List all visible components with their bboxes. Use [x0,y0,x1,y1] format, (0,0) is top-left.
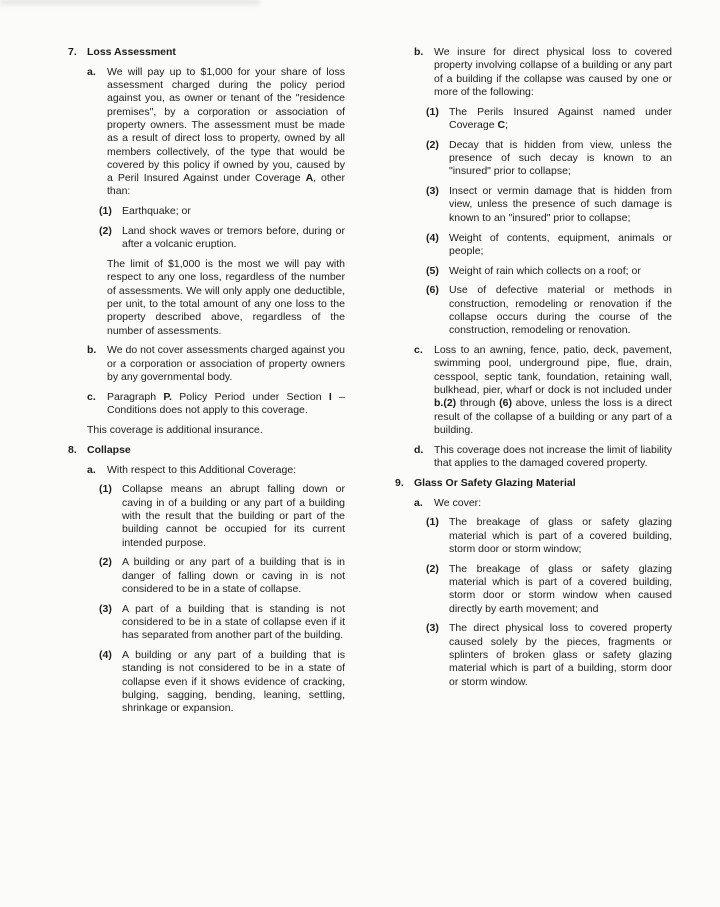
item-text: The Perils Insured Against named under Coverage C; [449,105,672,131]
item-text: Collapse [87,443,131,456]
item-text: Glass Or Safety Glazing Material [414,476,576,489]
item-marker: c. [87,390,96,403]
list-item [65,66,345,199]
item-marker: (2) [99,556,112,569]
item-marker: 7. [68,46,77,58]
list-item [392,284,672,337]
list-item [392,185,672,225]
section-heading [65,46,345,59]
list-item [65,205,345,218]
item-marker: a. [87,65,96,78]
item-text: Insect or vermin damage that is hidden from view, unless the presence of such damage is known to an "insured" prior to collapse; [449,185,672,224]
list-item [65,603,345,643]
item-marker: (4) [99,649,112,662]
list-item [65,649,345,715]
item-text: Use of defective material or methods in construction, remodeling or renovation if the collapse occurs during the course of the construction, remodeling or renovation. [449,284,672,337]
list-item [65,225,345,252]
item-text: Decay that is hidden from view, unless the presence of such decay is known to an "insured" prior to collapse; [449,138,672,178]
item-marker: 8. [68,443,77,456]
list-item [392,106,672,133]
right-column [392,46,672,722]
item-marker: (3) [426,622,439,635]
item-marker: (1) [99,205,112,218]
list-item [392,265,672,278]
list-item [65,464,345,477]
list-item [392,344,672,437]
list-item [392,516,672,556]
list-item [392,497,672,510]
item-marker: (2) [99,225,112,238]
paragraph [65,258,345,338]
item-text: We do not cover assessments charged against you or a corporation or association of property owners by any governmental body. [107,344,345,384]
item-marker: b. [414,46,424,58]
item-marker: a. [414,496,423,509]
item-marker: (1) [426,105,439,118]
item-text: We cover: [434,496,482,509]
list-item [65,483,345,549]
item-text: Earthquake; or [122,205,191,218]
item-text: We will pay up to $1,000 for your share of loss assessment charged during the policy period against you, as owner or tenant of the "residence premises", by a corporation or association of property owners. The assessment must be made as a result of direct loss to property, owned by all members collectively, of the type that would be covered by this policy if owned by you, caused by a Peril Insured Against under Coverage A, other than: [107,65,345,198]
item-text: Paragraph P. Policy Period under Section I – Conditions does not apply to this coverage. [107,390,345,417]
list-item [392,563,672,616]
section-heading [392,477,672,490]
item-text: The breakage of glass or safety glazing material which is part of a covered building, storm door or storm window; [449,516,672,555]
list-item [392,622,672,688]
item-marker: d. [414,443,424,456]
section-heading [65,444,345,457]
item-text: We insure for direct physical loss to covered property involving collapse of a building or any part of a building if the collapse was caused by one or more of the following: [434,46,672,98]
item-text: Weight of rain which collects on a roof; or [449,264,641,277]
list-item [392,444,672,471]
list-item [65,344,345,384]
item-text: This coverage does not increase the limit of liability that applies to the damaged covered property. [434,443,672,470]
item-text: Loss to an awning, fence, patio, deck, pavement, swimming pool, underground pipe, flue, drain, cesspool, septic tank, foundation, retaining wall, bulkhead, pier, wharf or dock is not included under b.(2) through (6) above, unless the loss is a direct result of the collapse of a building or any part of a building. [434,344,672,436]
item-text: This coverage is additional insurance. [87,423,263,436]
paragraph [65,424,345,437]
item-text: A building or any part of a building that is standing is not considered to be in a state of collapse even if it shows evidence of cracking, bulging, sagging, bending, leaning, settling, shrinkage or expansion. [122,649,345,715]
item-marker: 9. [395,476,404,489]
item-text: Loss Assessment [87,46,176,58]
item-marker: (3) [426,185,439,198]
item-marker: a. [87,463,96,476]
item-marker: (5) [426,264,439,277]
item-text: The direct physical loss to covered property caused solely by the pieces, fragments or splinters of broken glass or safety glazing material which is part of a building, storm door or storm window. [449,622,672,688]
list-item [65,391,345,418]
item-marker: (3) [99,602,112,615]
item-text: A building or any part of a building that is in danger of falling down or caving in is not considered to be in a state of collapse. [122,556,345,595]
item-marker: (1) [426,516,439,529]
item-text: The limit of $1,000 is the most we will pay with respect to any one loss, regardless of the number of assessments. We will only apply one deductible, per unit, to the total amount of any one loss to the property described above, regardless of the number of assessments. [107,258,345,337]
item-marker: c. [414,344,423,357]
item-text: The breakage of glass or safety glazing material which is part of a covered building, storm door or storm window when caused directly by earth movement; and [449,562,672,615]
item-text: Collapse means an abrupt falling down or caving in of a building or any part of a building with the result that the building or part of the building cannot be occupied for its current intended purpose. [122,483,345,549]
item-marker: (4) [426,231,439,244]
item-marker: b. [87,344,97,357]
item-text: Weight of contents, equipment, animals or people; [449,231,672,257]
list-item [392,232,672,259]
list-item [392,139,672,179]
item-marker: (1) [99,483,112,496]
item-marker: (2) [426,138,439,151]
item-marker: (6) [426,284,439,297]
item-text: With respect to this Additional Coverage: [107,463,297,476]
list-item [392,46,672,99]
item-text: Land shock waves or tremors before, during or after a volcanic eruption. [122,225,345,251]
left-column [65,46,345,722]
list-item [65,556,345,596]
item-marker: (2) [426,562,439,575]
item-text: A part of a building that is standing is not considered to be in a state of collapse even if it has separated from another part of the building. [122,602,345,642]
